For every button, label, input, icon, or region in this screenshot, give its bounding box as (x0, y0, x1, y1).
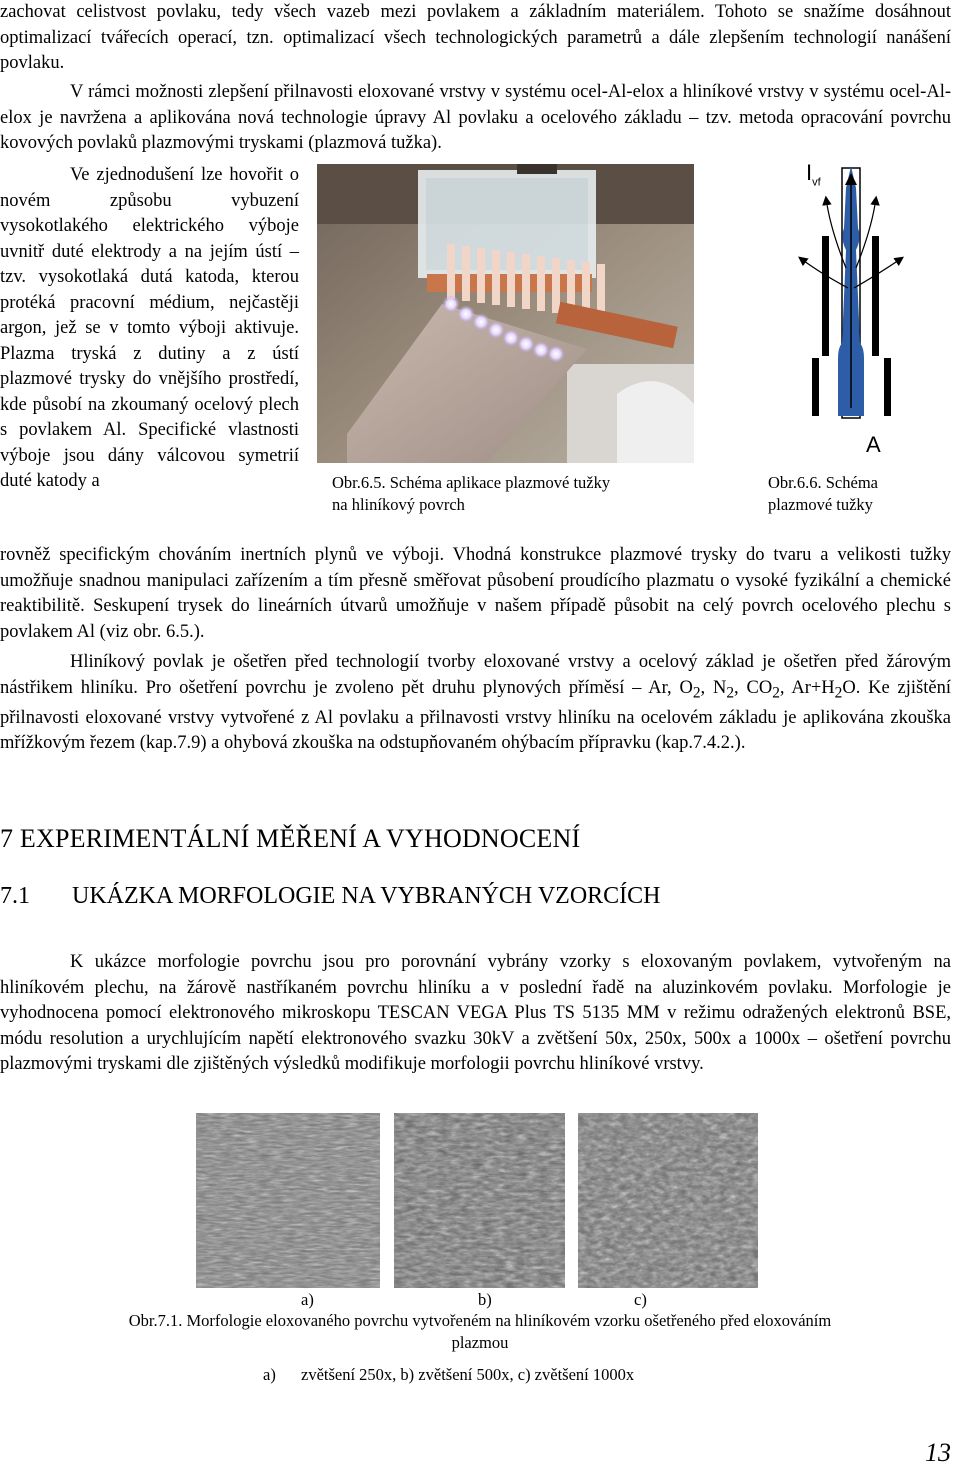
p4-text-c: , CO (734, 677, 773, 698)
sem-image-c (578, 1113, 758, 1288)
caption-fig-7-1 (0, 1310, 960, 1354)
legend-a: a) (263, 1365, 276, 1384)
label-a: A (866, 432, 881, 457)
p4-sub-1: 2 (692, 684, 701, 702)
caption-fig-6-6-line2: plazmové tužky (768, 495, 873, 514)
heading-7-1-number: 7.1 (0, 883, 30, 909)
p4-text-a: Hliníkový povlak je ošetřen před technologií tvorby eloxované vrstvy a ocelový základ je ošetřen před žárovým nástřikem hliníku. Pro ošetření povrchu je zvoleno pět druhu plynových příměsí – Ar, O (0, 652, 951, 698)
plasma-pen-photo (317, 164, 694, 463)
p4-text-b: , N (700, 677, 727, 698)
p4-text-d: , Ar+H (779, 677, 835, 698)
plasma-pen-photo-illustration (317, 164, 694, 463)
sem-label-a: a) (301, 1290, 314, 1309)
paragraph-continuation: rovněž specifickým chováním inertních plynů ve výboji. Vhodná konstrukce plazmové trysky do tvaru a velikosti tužky umožňuje snadnou manipulaci zařízením a tím přesně směřovat působení proudícího plazmatu o vysoké fyzikální a chemické reaktibilitě. Seskupení trysek do lineárních útvarů umožňuje v našem případě působit na celý povrch ocelového plechu s povlakem Al (viz obr. 6.5.). (0, 545, 951, 642)
paragraph-intro-1: zachovat celistvost povlaku, tedy všech vazeb mezi povlakem a základním materiálem. Tohoto se snažíme dosáhnout optimalizací tvářecích operací, tzn. optimalizací všech technologických parametrů a dále zlepšením technologií nanášení povlaku. (0, 2, 951, 73)
caption-fig-6-5-line1: Obr.6.5. Schéma aplikace plazmové tužky (332, 473, 611, 492)
caption-fig-7-1-legend (263, 1364, 634, 1386)
paragraph-morphology: K ukázce morfologie povrchu jsou pro porovnání vybrány vzorky s eloxovaným povlakem, vytvořeným na hliníkovém plechu, na žárově nastříkaném povrchu hliníku a v poslední řadě na aluzinkovém povlaku. Morfologie je vyhodnocena pomocí elektronového mikroskopu TESCAN VEGA Plus TS 5135 MM v režimu odražených elektronů BSE, módu resolution a urychlujícím napětí elektronového svazku 30kV a zvětšení 50x, 250x, 500x a 1000x – ošetření povrchu plazmovými tryskami dle zjištěných výsledků modifikuje morfologii povrchu hliníkové vrstvy. (0, 952, 951, 1074)
sem-texture-c (578, 1113, 758, 1288)
p4-sub-2: 2 (726, 684, 735, 702)
legend-rest: zvětšení 250x, b) zvětšení 500x, c) zvětšení 1000x (301, 1365, 635, 1384)
page-number: 13 (925, 1438, 951, 1467)
label-ivf: $I_{vf}$ (806, 160, 821, 189)
paragraph-intro-2: V rámci možnosti zlepšení přilnavosti eloxované vrstvy v systému ocel-Al-elox a hliníkové vrstvy v systému ocel-Al-elox je navržena a aplikována nová technologie úpravy Al povlaku a ocelového základu – tzv. metoda opracování povrchu kovových povlaků plazmovými tryskami (plazmová tužka). (0, 82, 951, 153)
p4-text-e: O. Ke zjištění přilnavosti eloxované vrstvy vytvořené z Al povlaku a přilnavosti vrstvy hliníku na ocelovém základu je aplikována zkouška mřížkovým řezem (kap.7.9) a ohybová zkouška na odstupňovaném ohýbacím přípravku (kap.7.4.2.). (0, 677, 951, 754)
caption-fig-6-5 (332, 472, 610, 516)
sem-image-b (394, 1113, 565, 1288)
sem-texture-b (394, 1113, 565, 1288)
paragraph-surface-treatment (0, 650, 951, 757)
plasma-pen-schematic-drawing (780, 158, 920, 466)
sem-image-a (196, 1113, 380, 1288)
caption-fig-7-1-line2: plazmou (451, 1333, 509, 1352)
caption-fig-6-5-line2: na hliníkový povrch (332, 495, 465, 514)
plasma-pen-schematic (780, 158, 920, 466)
p4-sub-3: 2 (772, 684, 780, 702)
heading-section-7-1 (0, 883, 950, 910)
heading-section-7: 7 EXPERIMENTÁLNÍ MĚŘENÍ A VYHODNOCENÍ (0, 824, 581, 853)
caption-fig-7-1-line1: Obr.7.1. Morfologie eloxovaného povrchu vytvořeném na hliníkovém vzorku ošetřeného před eloxováním (128, 1311, 832, 1330)
paragraph-hollow-cathode: Ve zjednodušení lze hovořit o novém způsobu vybuzení vysokotlakého elektrického výboje uvnitř duté elektrody a na jejím ústí – tzv. vysokotlaká dutá katoda, kterou protéká pracovní médium, nejčastěji argon, jež se v tomto výboji aktivuje. Plazma tryská z dutiny a z ústí plazmové trysky do vnějšího prostředí, kde působí na zkoumaný ocelový plech s povlakem Al. Specifické vlastnosti výboje jsou dány válcovou symetrií duté katody a (0, 165, 299, 491)
p4-sub-4: 2 (834, 684, 843, 702)
caption-fig-6-6 (768, 472, 878, 516)
sem-texture-a (196, 1113, 380, 1288)
caption-fig-6-6-line1: Obr.6.6. Schéma (768, 473, 878, 492)
sem-label-c: c) (634, 1290, 647, 1309)
heading-7-1-title: UKÁZKA MORFOLOGIE NA VYBRANÝCH VZORCÍCH (72, 883, 661, 909)
sem-label-b: b) (478, 1290, 492, 1309)
